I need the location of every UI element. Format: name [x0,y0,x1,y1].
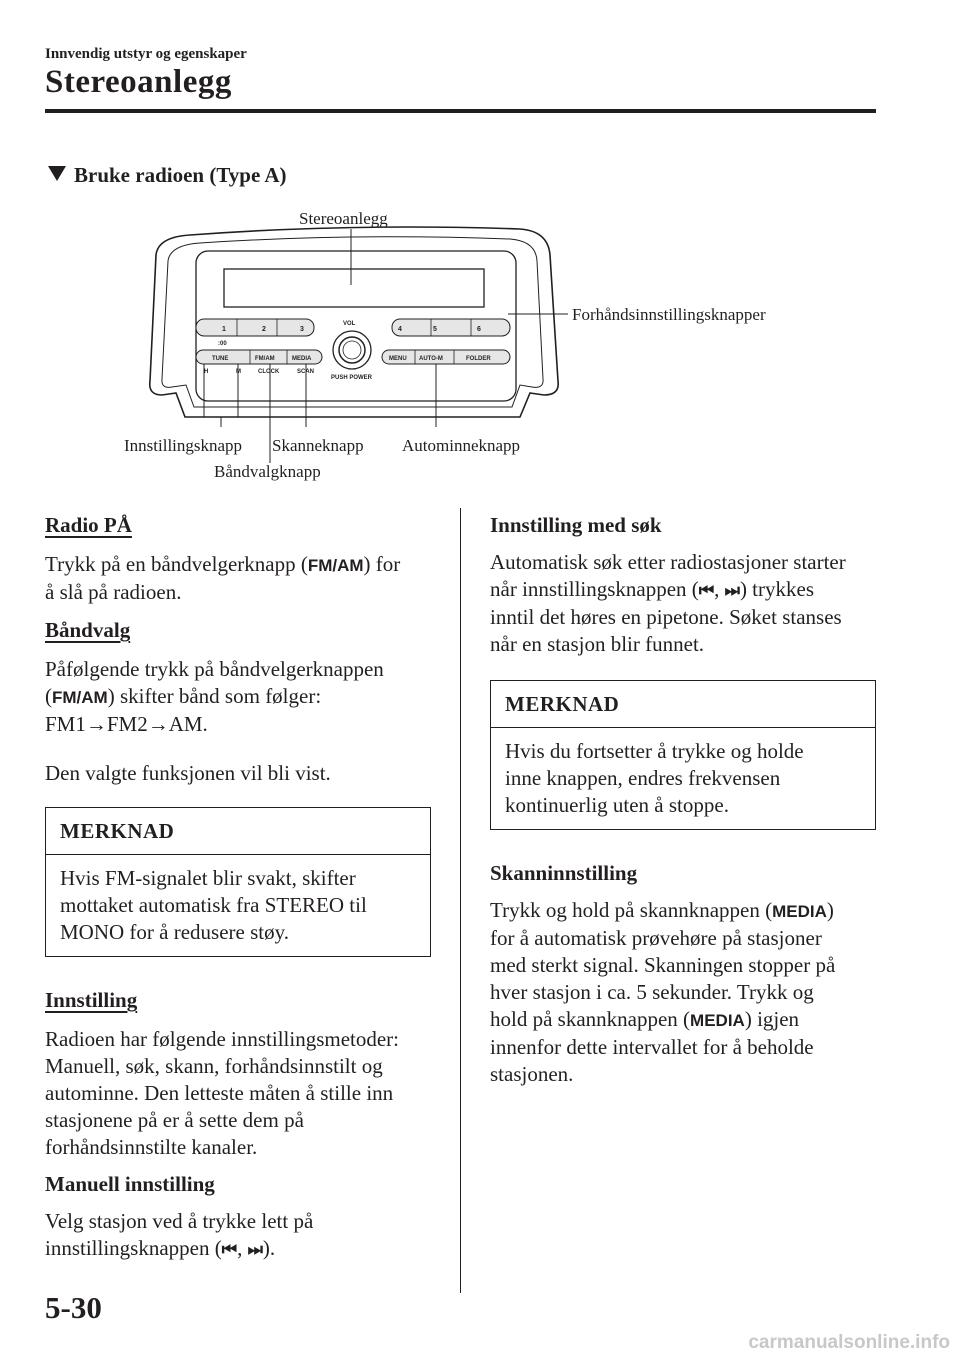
left-column [45,512,435,1263]
chapter-title: Stereoanlegg [45,64,232,100]
page-number: 5-30 [45,1290,102,1325]
band-text-1: Påfølgende trykk på båndvelgerknappen [45,657,384,681]
manual-heading: Manuell innstilling [45,1172,215,1196]
subsection-title: Bruke radioen (Type A) [74,163,287,187]
push-power-label: PUSH POWER [331,375,373,381]
prev-track-icon: ⏮ [698,581,715,600]
tuning-heading: Innstilling [45,988,138,1012]
section-label: Innvendig utstyr og egenskaper [45,46,247,62]
radio-on-heading: Radio PÅ [45,513,132,537]
media-button-glyph: MEDIA [690,1011,745,1030]
manual-paragraph: Velg stasjon ved å trykke lett på innstillingsknappen (⏮, ⏭). [45,1209,314,1260]
stereo-label: Stereoanlegg [299,209,388,228]
menu-panel-label: MENU [389,356,407,362]
note-2-body: Hvis du fortsetter å trykke og holde inne knappen, endres frekvensen kontinuerlig uten å stoppe. [505,739,804,817]
band-display-text: Den valgte funksjonen vil bli vist. [45,761,331,785]
tuning-button-label: Innstillingsknapp [124,436,243,455]
next-track-icon: ⏭ [724,581,740,600]
preset-5-label: 5 [433,326,437,333]
scan-heading: Skanninnstilling [490,861,638,885]
band-paragraph [45,656,435,738]
fmam-panel-label: FM/AM [255,356,275,362]
tune-label: TUNE [212,356,229,362]
glyph-separator: , [237,1236,248,1260]
radio-on-text-post: ) for [363,552,401,576]
fmam-button-glyph: FM/AM [307,556,364,575]
note-1-body: Hvis FM-signalet blir svakt, skifter mottaket automatisk fra STEREO til MONO for å redusere støy. [60,866,367,944]
scan-button-label: Skanneknapp [272,436,364,455]
preset-bar-right[interactable] [392,319,510,336]
preset-3-label: 3 [300,326,304,333]
clock-label: CLOCK [258,369,280,375]
tuning-paragraph: Radioen har følgende innstillingsmetoder: Manuell, søk, skann, forhåndsinnstilt og autominne. Den letteste måten å stille inn stasjonene på er å sette dem på forhåndsinnstilte kanaler. [45,1027,400,1159]
scan-panel-label: SCAN [297,369,315,375]
radio-on-text-2: å slå på radioen. [45,580,182,604]
subsection-heading [48,163,287,188]
fmam-button-glyph: FM/AM [52,688,108,707]
note-box-1 [45,807,431,957]
m-label: M [236,369,241,375]
preset-buttons-label: Forhåndsinnstillingsknapper [572,305,766,324]
next-track-icon: ⏭ [247,1240,263,1259]
note-box-2 [490,680,876,830]
triangle-marker-icon [48,166,66,181]
header-rule [45,109,876,113]
right-column [490,512,880,1088]
band-text-2: ) skifter bånd som følger: [107,684,322,708]
folder-panel-label: FOLDER [466,356,491,362]
display-screen [224,269,484,307]
glyph-separator: , [714,577,725,601]
prev-track-icon: ⏮ [221,1240,238,1259]
preset-bar-left[interactable] [196,319,314,336]
watermark: carmanualsonline.info [748,1332,950,1353]
column-divider [460,508,461,1293]
seek-paragraph: Automatisk søk etter radiostasjoner starter når innstillingsknappen (⏮, ⏭) trykkes inntil det høres en pipetone. Søket stanses når en stasjon blir funnet. [490,550,846,656]
seek-heading: Innstilling med søk [490,513,662,537]
band-sequence: FM1→FM2→AM. [45,712,208,736]
band-heading: Båndvalg [45,618,131,642]
h-label: H [204,369,209,375]
band-button-label: Båndvalgknapp [214,462,321,481]
preset-2-label: 2 [262,326,266,333]
preset-1-label: 1 [222,326,226,333]
radio-on-text: Trykk på en båndvelgerknapp ( [45,552,308,576]
autom-panel-label: AUTO-M [419,356,443,362]
automemory-button-label: Autominneknapp [402,436,521,455]
note-2-heading: MERKNAD [491,681,875,728]
scan-paragraph: Trykk og hold på skannknappen (MEDIA) for å automatisk prøvehøre på stasjoner med sterkt signal. Skanningen stopper på hver stasjon i ca. 5 sekunder. Trykk og hold på skannknappen (MEDIA) igjen innenfor dette intervallet for å beholde stasjonen. [490,898,836,1086]
band-open-paren: ( [45,684,52,708]
preset-6-label: 6 [477,326,481,333]
vol-label: VOL [343,321,356,327]
media-panel-label: MEDIA [292,356,312,362]
radio-on-paragraph [45,551,435,606]
media-button-glyph: MEDIA [772,902,827,921]
note-1-heading: MERKNAD [46,808,430,855]
radio-diagram [0,195,960,495]
clock-zero-label: :00 [218,341,227,347]
preset-4-label: 4 [398,326,402,333]
